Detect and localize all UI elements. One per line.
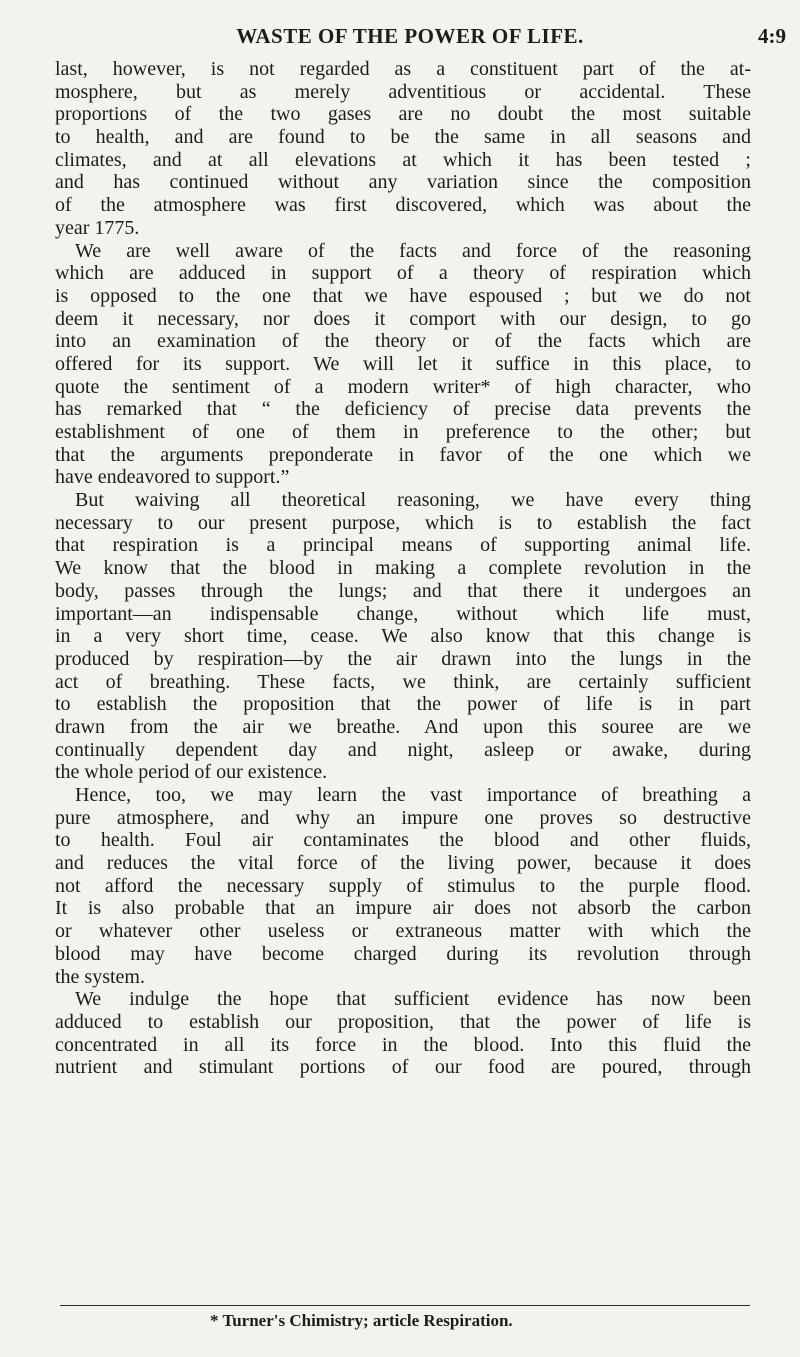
text-line: mosphere, but as merely adventitious or accidental. These bbox=[55, 80, 751, 103]
text-line: It is also probable that an impure air does not absorb the carbon bbox=[55, 897, 751, 920]
text-line: and has continued without any variation since the composition bbox=[55, 171, 751, 194]
text-line: We know that the blood in making a complete revolution in the bbox=[55, 557, 751, 580]
text-line: body, passes through the lungs; and that there it undergoes an bbox=[55, 579, 751, 602]
text-line: and reduces the vital force of the living power, because it does bbox=[55, 852, 751, 875]
text-line: to health. Foul air contaminates the blood and other fluids, bbox=[55, 829, 751, 852]
text-line: climates, and at all elevations at which it has been tested ; bbox=[55, 148, 751, 171]
text-line: proportions of the two gases are no doubt the most suitable bbox=[55, 103, 751, 126]
text-line: quote the sentiment of a modern writer* of high character, who bbox=[55, 375, 751, 398]
text-line: deem it necessary, nor does it comport with our design, to go bbox=[55, 307, 751, 330]
running-head: WASTE OF THE POWER OF LIFE. bbox=[236, 24, 584, 48]
text-line: last, however, is not regarded as a constituent part of the at- bbox=[55, 58, 751, 80]
text-line: nutrient and stimulant portions of our food are poured, through bbox=[55, 1056, 751, 1079]
text-line: year 1775. bbox=[55, 216, 140, 239]
text-line: is opposed to the one that we have espoused ; but we do not bbox=[55, 284, 751, 307]
text-line: produced by respiration—by the air drawn into the lungs in the bbox=[55, 647, 751, 670]
text-line: or whatever other useless or extraneous matter with which the bbox=[55, 920, 751, 943]
text-line: establishment of one of them in preference to the other; but bbox=[55, 421, 751, 443]
text-line: continually dependent day and night, asleep or awake, during bbox=[55, 738, 751, 761]
text-line: important—an indispensable change, without which life must, bbox=[55, 602, 751, 625]
text-line: the whole period of our existence. bbox=[55, 761, 328, 784]
text-line: We indulge the hope that sufficient evidence has now been bbox=[75, 988, 751, 1011]
body-text bbox=[55, 58, 751, 1079]
text-line: to establish the proposition that the power of life is in part bbox=[55, 693, 751, 716]
text-line: offered for its support. We will let it suffice in this place, to bbox=[55, 352, 751, 375]
text-line: drawn from the air we breathe. And upon this souree are we bbox=[55, 715, 751, 738]
text-line: Hence, too, we may learn the vast importance of breathing a bbox=[75, 784, 751, 806]
text-line: has remarked that “ the deficiency of precise data prevents the bbox=[55, 398, 751, 421]
text-line: the system. bbox=[55, 965, 145, 988]
text-line: But waiving all theoretical reasoning, we have every thing bbox=[75, 489, 751, 512]
text-line: act of breathing. These facts, we think, are certainly sufficient bbox=[55, 670, 751, 693]
text-line: We are well aware of the facts and force of the reasoning bbox=[75, 239, 751, 262]
text-line: in a very short time, cease. We also know that this change is bbox=[55, 625, 751, 648]
text-line: pure atmosphere, and why an impure one proves so destructive bbox=[55, 806, 751, 829]
footnote: * Turner's Chimistry; article Respiration. bbox=[210, 1311, 513, 1330]
text-line: concentrated in all its force in the blood. Into this fluid the bbox=[55, 1033, 751, 1056]
text-line: to health, and are found to be the same in all seasons and bbox=[55, 126, 751, 149]
text-line: of the atmosphere was first discovered, which was about the bbox=[55, 194, 751, 217]
text-line: not afford the necessary supply of stimulus to the purple flood. bbox=[55, 874, 751, 897]
text-line: blood may have become charged during its revolution through bbox=[55, 942, 751, 965]
text-line: that respiration is a principal means of supporting animal life. bbox=[55, 534, 751, 557]
footnote-rule bbox=[60, 1305, 750, 1306]
text-line: that the arguments preponderate in favor of the one which we bbox=[55, 443, 751, 466]
text-line: which are adduced in support of a theory of respiration which bbox=[55, 262, 751, 285]
text-line: adduced to establish our proposition, that the power of life is bbox=[55, 1010, 751, 1033]
text-line: into an examination of the theory or of the facts which are bbox=[55, 330, 751, 353]
text-line: have endeavored to support.” bbox=[55, 466, 290, 489]
text-line: necessary to our present purpose, which is to establish the fact bbox=[55, 511, 751, 534]
page-number: 4:9 bbox=[758, 24, 786, 48]
